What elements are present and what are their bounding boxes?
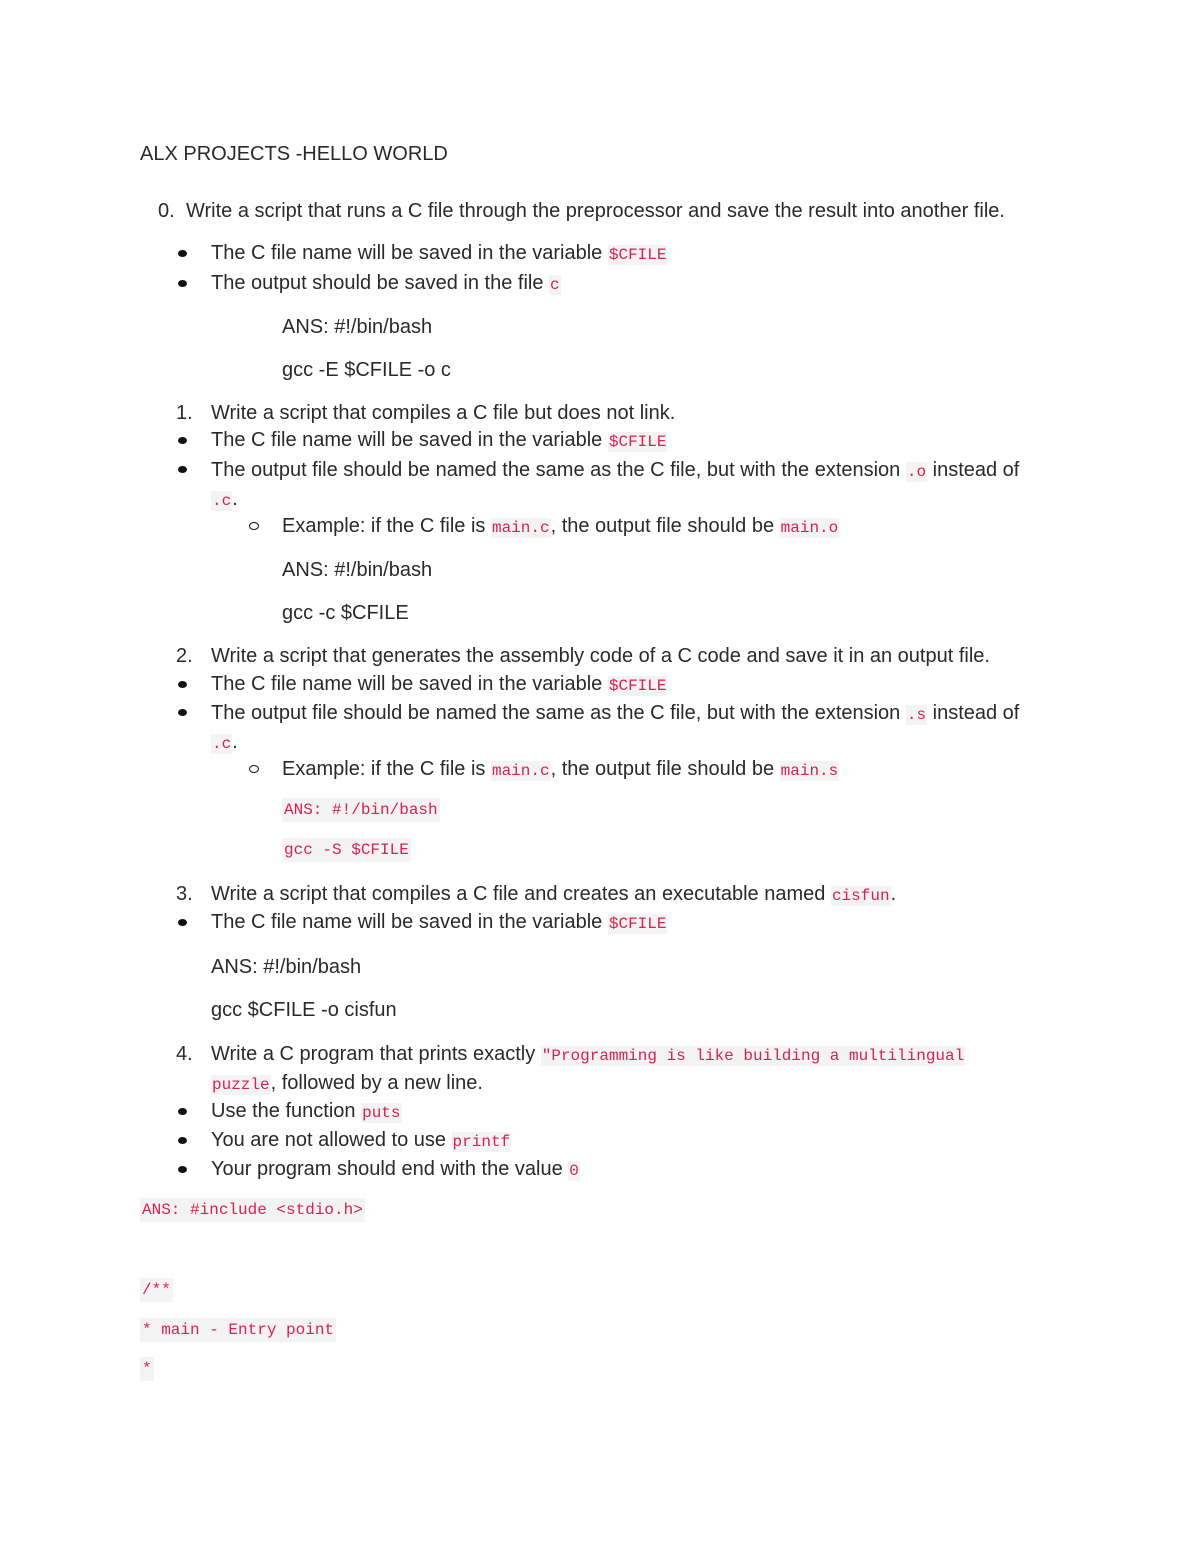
q1-bullet-2: The output file should be named the same as the C file, but with the extension .o instead of <box>211 459 1020 481</box>
bullet-icon <box>178 1137 187 1144</box>
q0-answer-line-2: gcc -E $CFILE -o c <box>282 359 451 381</box>
q1-text: Write a script that compiles a C file but does not link. <box>211 402 676 424</box>
bullet-icon <box>178 681 187 688</box>
q2-bullet-2: The output file should be named the same as the C file, but with the extension .s instead of <box>211 702 1020 724</box>
q2-number: 2. <box>176 645 193 667</box>
bullet-icon <box>178 919 187 926</box>
q1-number: 1. <box>176 402 193 424</box>
bullet-icon <box>178 250 187 257</box>
bullet-icon <box>178 709 187 716</box>
q4-bullet-1: Use the function puts <box>211 1100 401 1122</box>
circle-bullet-icon <box>249 765 259 773</box>
bullet-icon <box>178 466 187 473</box>
q0-bullet-1: The C file name will be saved in the variable $CFILE <box>211 242 667 264</box>
bullet-icon <box>178 437 187 444</box>
q2-answer-line-1: ANS: #!/bin/bash <box>282 798 440 822</box>
q0-text: Write a script that runs a C file through the preprocessor and save the result into another file. <box>186 200 1005 222</box>
q0-number: 0. <box>158 200 175 222</box>
bullet-icon <box>178 1108 187 1115</box>
q1-answer-line-1: ANS: #!/bin/bash <box>282 559 433 581</box>
q0-answer-line-1: ANS: #!/bin/bash <box>282 316 433 338</box>
q2-bullet-2-cont: .c. <box>212 731 238 753</box>
q3-number: 3. <box>176 883 193 905</box>
q4-bullet-2: You are not allowed to use printf <box>211 1129 511 1151</box>
q2-example: Example: if the C file is main.c, the output file should be main.s <box>282 758 839 780</box>
q1-bullet-1: The C file name will be saved in the variable $CFILE <box>211 429 667 451</box>
q3-bullet-1: The C file name will be saved in the variable $CFILE <box>211 911 667 933</box>
q3-text: Write a script that compiles a C file and creates an executable named cisfun. <box>211 883 897 905</box>
q4-bullet-3: Your program should end with the value 0 <box>211 1158 579 1180</box>
q2-text: Write a script that generates the assembly code of a C code and save it in an output file. <box>211 645 990 667</box>
q2-answer-line-2: gcc -S $CFILE <box>282 838 411 862</box>
q4-comment-line-3: * <box>140 1357 154 1381</box>
bullet-icon <box>178 1166 187 1173</box>
q3-answer-line-2: gcc $CFILE -o cisfun <box>211 999 397 1021</box>
q2-bullet-1: The C file name will be saved in the variable $CFILE <box>211 673 667 695</box>
q4-number: 4. <box>176 1043 193 1065</box>
q4-text-cont: puzzle, followed by a new line. <box>212 1072 483 1094</box>
q1-bullet-2-cont: .c. <box>212 488 238 510</box>
q3-answer-line-1: ANS: #!/bin/bash <box>211 956 362 978</box>
q1-answer-line-2: gcc -c $CFILE <box>282 602 409 624</box>
q1-example: Example: if the C file is main.c, the output file should be main.o <box>282 515 839 537</box>
q4-comment-line-2: * main - Entry point <box>140 1318 336 1342</box>
q4-comment-line-1: /** <box>140 1278 173 1302</box>
page-title: ALX PROJECTS -HELLO WORLD <box>140 143 448 165</box>
q4-text: Write a C program that prints exactly "Programming is like building a multilingual <box>211 1043 965 1065</box>
q4-answer-line-1: ANS: #include <stdio.h> <box>140 1198 365 1222</box>
q0-bullet-2: The output should be saved in the file c <box>211 272 560 294</box>
circle-bullet-icon <box>249 522 259 530</box>
bullet-icon <box>178 280 187 287</box>
